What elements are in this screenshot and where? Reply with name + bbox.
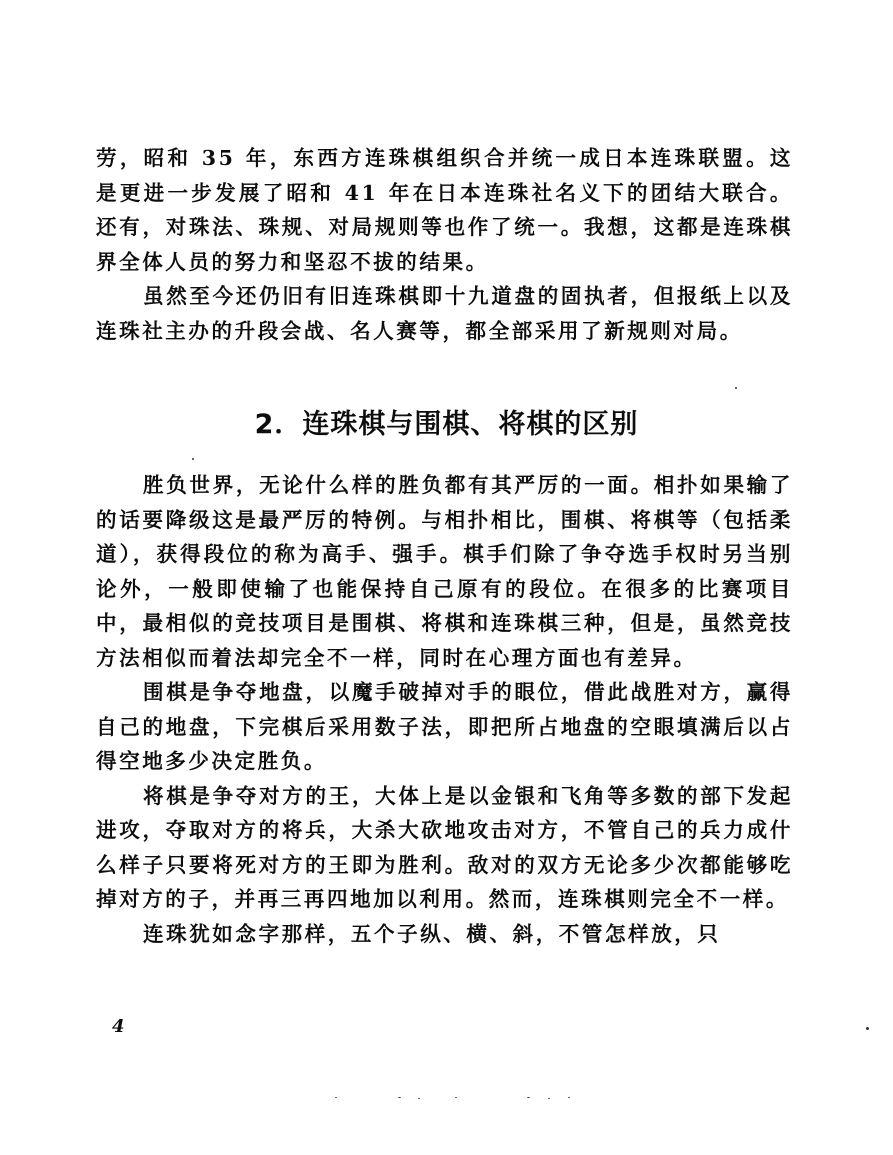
paragraph: 围棋是争夺地盘，以魔手破掉对手的眼位，借此战胜对方，赢得自己的地盘，下完棋后采用数子法，即把所占地盘的空眼填满后以占得空地多少决定胜负。 (96, 680, 793, 773)
section-heading: 2．连珠棋与围棋、将棋的区别 (254, 409, 639, 440)
paragraph: 将棋是争夺对方的王，大体上是以金银和飞角等多数的部下发起进攻，夺取对方的将兵，大杀大砍地攻击对方，不管自己的兵力成什么样子只要将死对方的王即为胜利。敌对的双方无论多少次都能够吃掉对方的子，并再三再四地加以利用。然而，连珠棋则完全不一样。 (96, 783, 793, 911)
scan-speck (568, 1097, 570, 1098)
scan-speck (418, 1098, 420, 1099)
scan-speck (735, 387, 737, 389)
scan-speck (398, 1097, 401, 1098)
scan-speck (335, 1097, 337, 1098)
paragraph-continuation: 劳，昭和 35 年，东西方连珠棋组织合并统一成日本连珠联盟。这是更进一步发展了昭和 41 年在日本连珠社名义下的团结大联合。还有，对珠法、珠规、对局规则等也作了统一。我想，这都是连珠棋界全体人员的努力和坚忍不拔的结果。 (96, 146, 793, 274)
text-section-top (96, 141, 793, 348)
scan-speck (548, 1098, 550, 1099)
paragraph: 虽然至今还仍旧有旧连珠棋即十九道盘的固执者，但报纸上以及连珠社主办的升段会战、名人赛等，都全部采用了新规则对局。 (96, 284, 793, 343)
page-number: 4 (112, 1016, 125, 1037)
text-section-bottom (96, 468, 793, 951)
paragraph: 连珠犹如念字那样，五个子纵、横、斜，不管怎样放，只 (143, 921, 721, 946)
scan-speck (527, 1097, 530, 1098)
scan-speck (455, 1097, 457, 1098)
scan-speck (192, 458, 194, 460)
paragraph: 胜负世界，无论什么样的胜负都有其严厉的一面。相扑如果输了的话要降级这是最严厉的特例。与相扑相比，围棋、将棋等（包括柔道），获得段位的称为高手、强手。棋手们除了争夺选手权时另当别论外，一般即使输了也能保持自己原有的段位。在很多的比赛项目中，最相似的竞技项目是围棋、将棋和连珠棋三种，但是，虽然竞技方法相似而着法却完全不一样，同时在心理方面也有差异。 (96, 473, 793, 670)
scan-speck (866, 1027, 869, 1030)
